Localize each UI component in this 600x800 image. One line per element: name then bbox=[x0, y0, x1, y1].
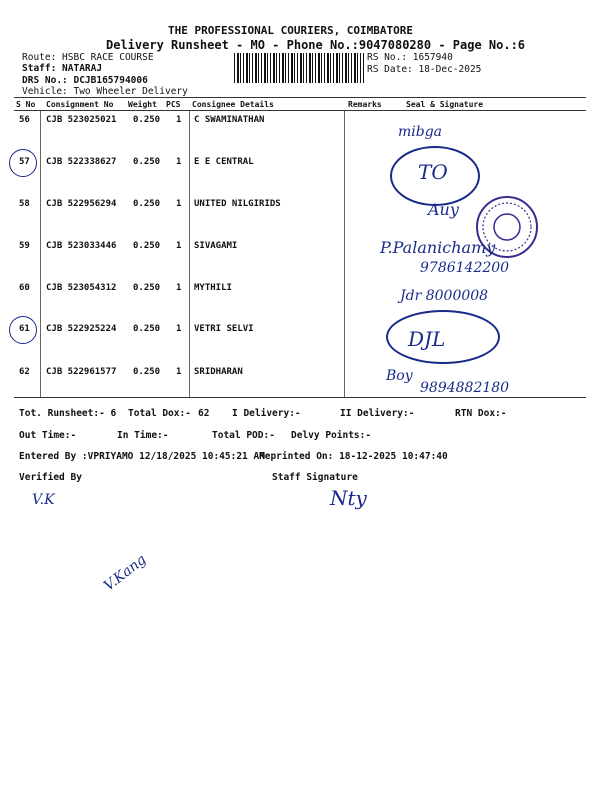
signature-56: mibga bbox=[398, 124, 443, 140]
row-consignee: SRIDHARAN bbox=[194, 367, 243, 377]
reprinted-on: Reprinted On: 18-12-2025 10:47:40 bbox=[259, 451, 448, 462]
col-pcs: PCS bbox=[166, 100, 181, 109]
signature-60: Jdr 8000008 bbox=[400, 288, 489, 304]
total-pod: Total POD:- bbox=[212, 430, 275, 441]
row-consignment: CJB 523054312 bbox=[46, 283, 117, 293]
total-dox-label: Total Dox:- bbox=[128, 408, 191, 419]
row-sno: 59 bbox=[19, 241, 30, 251]
row-sno: 57 bbox=[19, 157, 30, 167]
rs-number: RS No.: 1657940 bbox=[367, 52, 453, 63]
verified-signature: V.K bbox=[32, 492, 55, 508]
row-consignment: CJB 522956294 bbox=[46, 199, 117, 209]
total-dox-value: 62 bbox=[198, 408, 210, 419]
row-sno: 61 bbox=[19, 324, 30, 334]
row-pcs: 1 bbox=[176, 367, 182, 377]
table-bottom-rule bbox=[14, 397, 586, 398]
row-weight: 0.250 bbox=[133, 367, 161, 377]
signature-59: P.Palanichamy bbox=[380, 238, 496, 257]
rtn-dox: RTN Dox:- bbox=[455, 408, 507, 419]
row-weight: 0.250 bbox=[133, 324, 161, 334]
row-consignee: C SWAMINATHAN bbox=[194, 115, 265, 125]
col-consignee: Consignee Details bbox=[192, 100, 274, 109]
col-remarks: Remarks bbox=[348, 100, 382, 109]
col-consignment: Consignment No bbox=[46, 100, 114, 109]
row-consignee: MYTHILI bbox=[194, 283, 232, 293]
header-bottom-rule bbox=[14, 110, 586, 111]
phone-62: 9894882180 bbox=[420, 380, 510, 396]
col-seal-signature: Seal & Signature bbox=[406, 100, 484, 109]
row-weight: 0.250 bbox=[133, 157, 161, 167]
signature-62: Boy bbox=[386, 368, 413, 384]
row-weight: 0.250 bbox=[133, 199, 161, 209]
rs-date: RS Date: 18-Dec-2025 bbox=[367, 64, 482, 75]
in-time: In Time:- bbox=[117, 430, 169, 441]
row-pcs: 1 bbox=[176, 324, 182, 334]
out-time: Out Time:- bbox=[19, 430, 77, 441]
drs-number: DRS No.: DCJB165794006 bbox=[22, 75, 148, 86]
row-sno: 56 bbox=[19, 115, 30, 125]
row-consignee: SIVAGAMI bbox=[194, 241, 238, 251]
row-pcs: 1 bbox=[176, 199, 182, 209]
row-weight: 0.250 bbox=[133, 115, 161, 125]
col-sno: S No bbox=[16, 100, 36, 109]
row-weight: 0.250 bbox=[133, 283, 161, 293]
signature-61: DJL bbox=[408, 327, 446, 351]
signature-58: Auy bbox=[428, 200, 459, 219]
hand-circle-57 bbox=[9, 149, 37, 177]
row-consignment: CJB 523033446 bbox=[46, 241, 117, 251]
row-pcs: 1 bbox=[176, 157, 182, 167]
row-consignment: CJB 523025021 bbox=[46, 115, 117, 125]
verified-by-label: Verified By bbox=[19, 472, 82, 483]
staff-signature: Nty bbox=[330, 486, 367, 510]
row-weight: 0.250 bbox=[133, 241, 161, 251]
row-consignee: E E CENTRAL bbox=[194, 157, 254, 167]
delvy-points: Delvy Points:- bbox=[291, 430, 372, 441]
row-consignment: CJB 522925224 bbox=[46, 324, 117, 334]
route: Route: HSBC RACE COURSE bbox=[22, 52, 154, 63]
row-sno: 58 bbox=[19, 199, 30, 209]
col-weight: Weight bbox=[128, 100, 157, 109]
row-sno: 60 bbox=[19, 283, 30, 293]
i-delivery: I Delivery:- bbox=[232, 408, 301, 419]
row-sno: 62 bbox=[19, 367, 30, 377]
row-consignee: UNITED NILGIRIDS bbox=[194, 199, 281, 209]
row-pcs: 1 bbox=[176, 241, 182, 251]
row-consignee: VETRI SELVI bbox=[194, 324, 254, 334]
row-pcs: 1 bbox=[176, 283, 182, 293]
phone-59: 9786142200 bbox=[420, 260, 510, 276]
staff-signature-label: Staff Signature bbox=[272, 472, 358, 483]
tot-runsheet: Tot. Runsheet:- 6 bbox=[19, 408, 117, 419]
bottom-signature: V.Kang bbox=[101, 551, 150, 595]
signature-57: TO bbox=[418, 160, 448, 184]
barcode bbox=[234, 53, 364, 83]
company-name: THE PROFESSIONAL COURIERS, COIMBATORE bbox=[168, 24, 414, 37]
row-pcs: 1 bbox=[176, 115, 182, 125]
header-top-rule bbox=[14, 97, 586, 98]
vehicle: Vehicle: Two Wheeler Delivery bbox=[22, 86, 188, 97]
staff: Staff: NATARAJ bbox=[22, 63, 103, 74]
row-consignment: CJB 522961577 bbox=[46, 367, 117, 377]
row-consignment: CJB 522338627 bbox=[46, 157, 117, 167]
ii-delivery: II Delivery:- bbox=[340, 408, 415, 419]
entered-by: Entered By :VPRIYAMO 12/18/2025 10:45:21 AM bbox=[19, 451, 265, 462]
runsheet-title: Delivery Runsheet - MO - Phone No.:9047080280 - Page No.:6 bbox=[106, 38, 526, 52]
hand-circle-61 bbox=[9, 316, 37, 344]
